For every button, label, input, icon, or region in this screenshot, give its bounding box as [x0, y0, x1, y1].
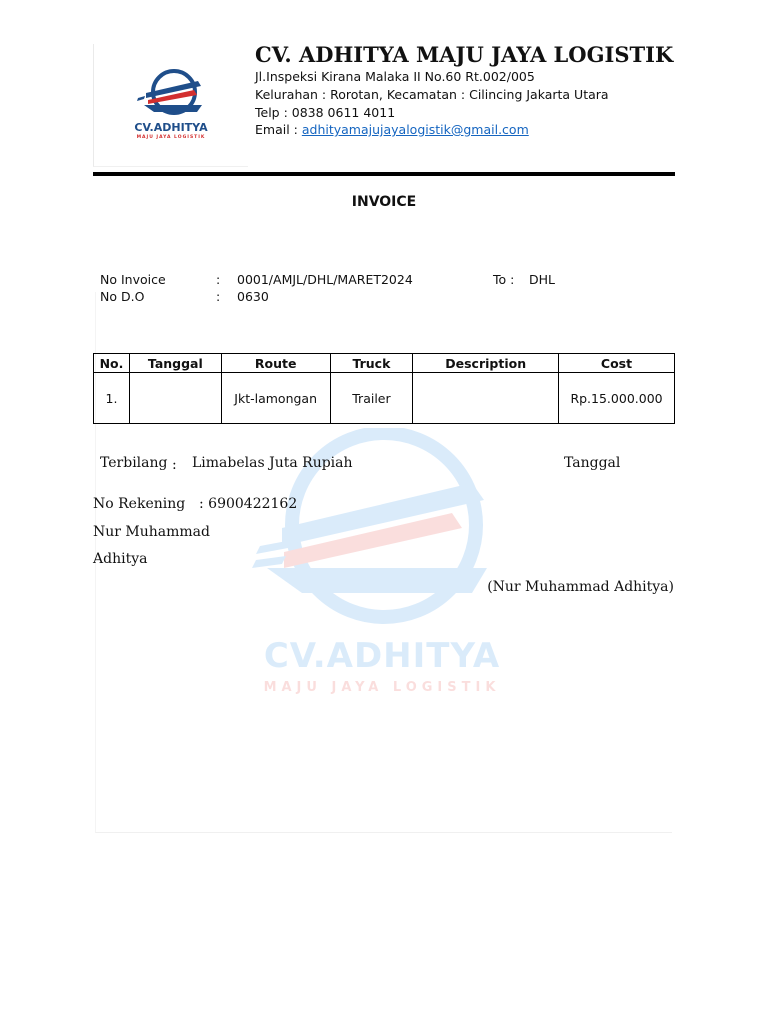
- company-logo-icon: [132, 68, 212, 118]
- date-label: Tanggal: [564, 455, 621, 471]
- cell-no: 1.: [94, 373, 130, 424]
- logo-name: CV.ADHITYA: [134, 121, 208, 134]
- cell-tanggal: [129, 373, 221, 424]
- account-holder-line-2: Adhitya: [93, 551, 148, 567]
- invoice-items-table: [93, 353, 675, 424]
- terbilang-separator: :: [172, 457, 177, 473]
- email-link[interactable]: adhityamajujayalogistik@gmail.com: [301, 122, 529, 137]
- do-number-value: 0630: [237, 289, 269, 304]
- header-divider: [93, 172, 675, 176]
- terbilang-value: Limabelas Juta Rupiah: [192, 455, 353, 471]
- column-header-route: Route: [221, 354, 330, 373]
- watermark-tagline: MAJU JAYA LOGISTIK: [263, 680, 501, 695]
- column-header-tanggal: Tanggal: [129, 354, 221, 373]
- cell-description: [413, 373, 559, 424]
- company-address-line-1: Jl.Inspeksi Kirana Malaka II No.60 Rt.002/005: [255, 69, 535, 84]
- logo-tagline: MAJU JAYA LOGISTIK: [136, 135, 206, 140]
- signature-name: (Nur Muhammad Adhitya): [487, 579, 674, 595]
- account-holder-line-1: Nur Muhammad: [93, 524, 210, 540]
- do-number-label: No D.O: [100, 289, 145, 304]
- invoice-number-value: 0001/AMJL/DHL/MARET2024: [237, 272, 413, 287]
- column-header-cost: Cost: [559, 354, 675, 373]
- terbilang-label: Terbilang: [100, 455, 168, 471]
- recipient-value: DHL: [529, 272, 555, 287]
- do-number-separator: :: [216, 289, 221, 304]
- company-phone: Telp : 0838 0611 4011: [255, 105, 396, 120]
- recipient-label: To :: [493, 272, 515, 287]
- invoice-number-label: No Invoice: [100, 272, 166, 287]
- cell-route: Jkt-lamongan: [221, 373, 330, 424]
- company-name: CV. ADHITYA MAJU JAYA LOGISTIK: [255, 42, 674, 67]
- table-row: [94, 373, 675, 424]
- company-address-line-2: Kelurahan : Rorotan, Kecamatan : Cilincing Jakarta Utara: [255, 87, 609, 102]
- invoice-number-separator: :: [216, 272, 221, 287]
- company-logo: [93, 44, 248, 167]
- column-header-no: No.: [94, 354, 130, 373]
- cell-truck: Trailer: [330, 373, 413, 424]
- column-header-description: Description: [413, 354, 559, 373]
- column-header-truck: Truck: [330, 354, 413, 373]
- company-email-line: [255, 122, 529, 137]
- email-label: Email :: [255, 122, 302, 137]
- bank-account-value: : 6900422162: [199, 496, 298, 512]
- cell-cost: Rp.15.000.000: [559, 373, 675, 424]
- table-header-row: [94, 354, 675, 373]
- document-title: INVOICE: [351, 194, 417, 210]
- watermark-name: CV.ADHITYA: [263, 636, 501, 676]
- bank-account-label: No Rekening: [93, 496, 186, 512]
